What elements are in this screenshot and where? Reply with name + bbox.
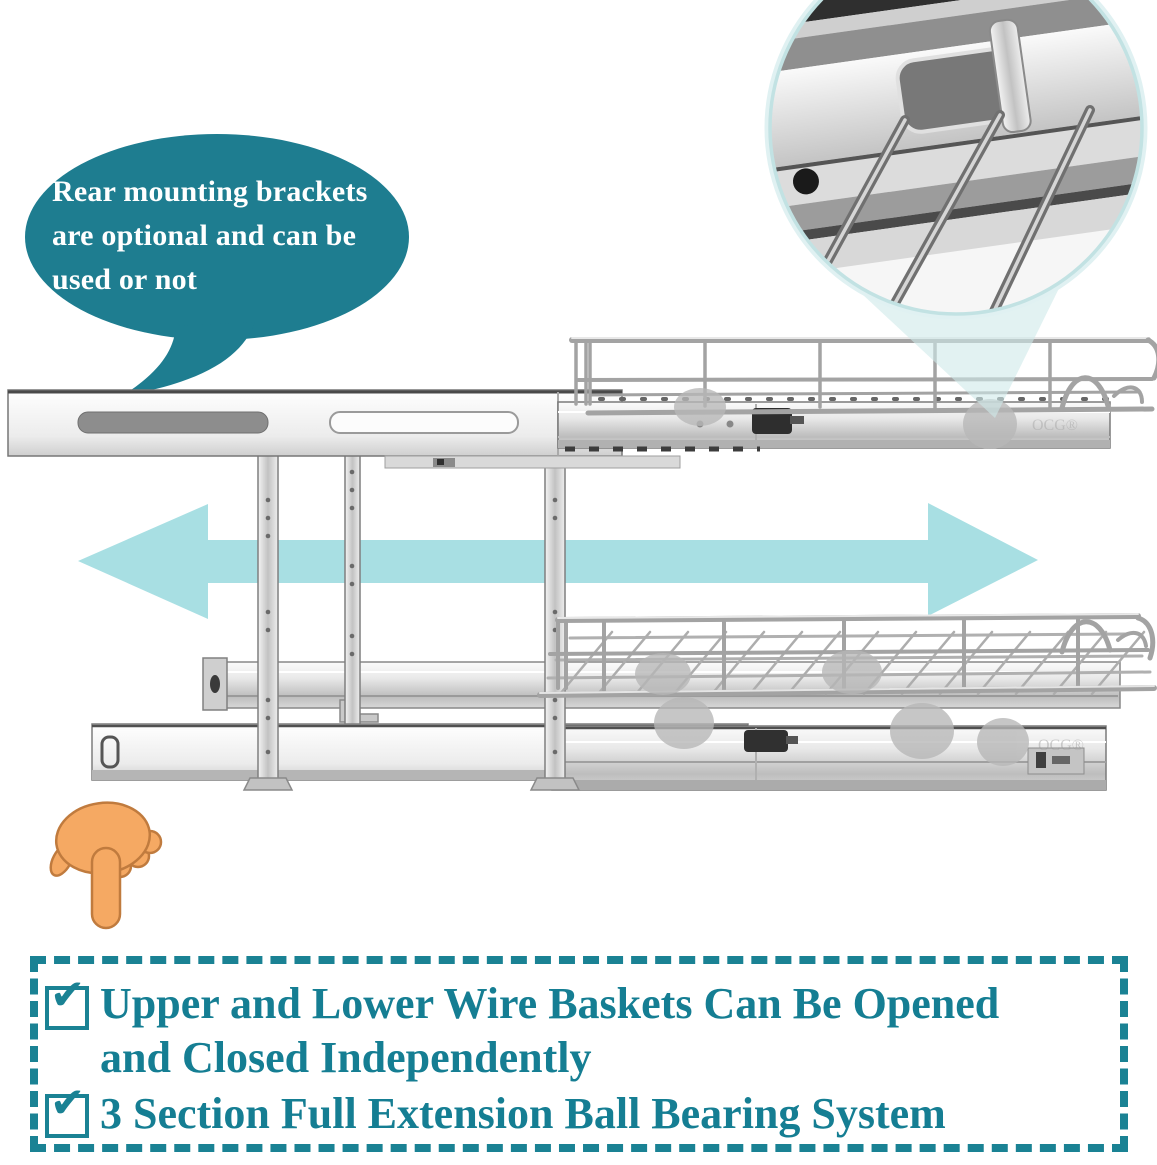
pointing-down-hand-icon bbox=[46, 797, 161, 928]
magnifier-circle bbox=[672, 0, 1157, 330]
rear-post bbox=[345, 452, 360, 724]
checklist-item bbox=[100, 1087, 1110, 1141]
bubble-line: Rear mounting brackets bbox=[52, 175, 368, 208]
watermark-text: OCG® bbox=[1032, 417, 1078, 434]
checkbox-checked-icon bbox=[45, 1078, 89, 1138]
checkbox-checked-icon bbox=[45, 970, 89, 1030]
checklist-item-line: and Closed Independently bbox=[100, 1033, 592, 1082]
bubble-line: are optional and can be bbox=[52, 219, 357, 252]
check-mark-icon: ✔ bbox=[50, 1078, 86, 1127]
checklist-item bbox=[100, 977, 1110, 1085]
speech-bubble-text bbox=[52, 170, 397, 302]
checklist-item-line: 3 Section Full Extension Ball Bearing System bbox=[100, 1089, 946, 1138]
watermark-text: OCG® bbox=[1038, 737, 1084, 754]
bubble-line: used or not bbox=[52, 263, 198, 296]
checklist-item-line: Upper and Lower Wire Baskets Can Be Opened bbox=[100, 979, 1000, 1028]
check-mark-icon: ✔ bbox=[50, 970, 86, 1019]
